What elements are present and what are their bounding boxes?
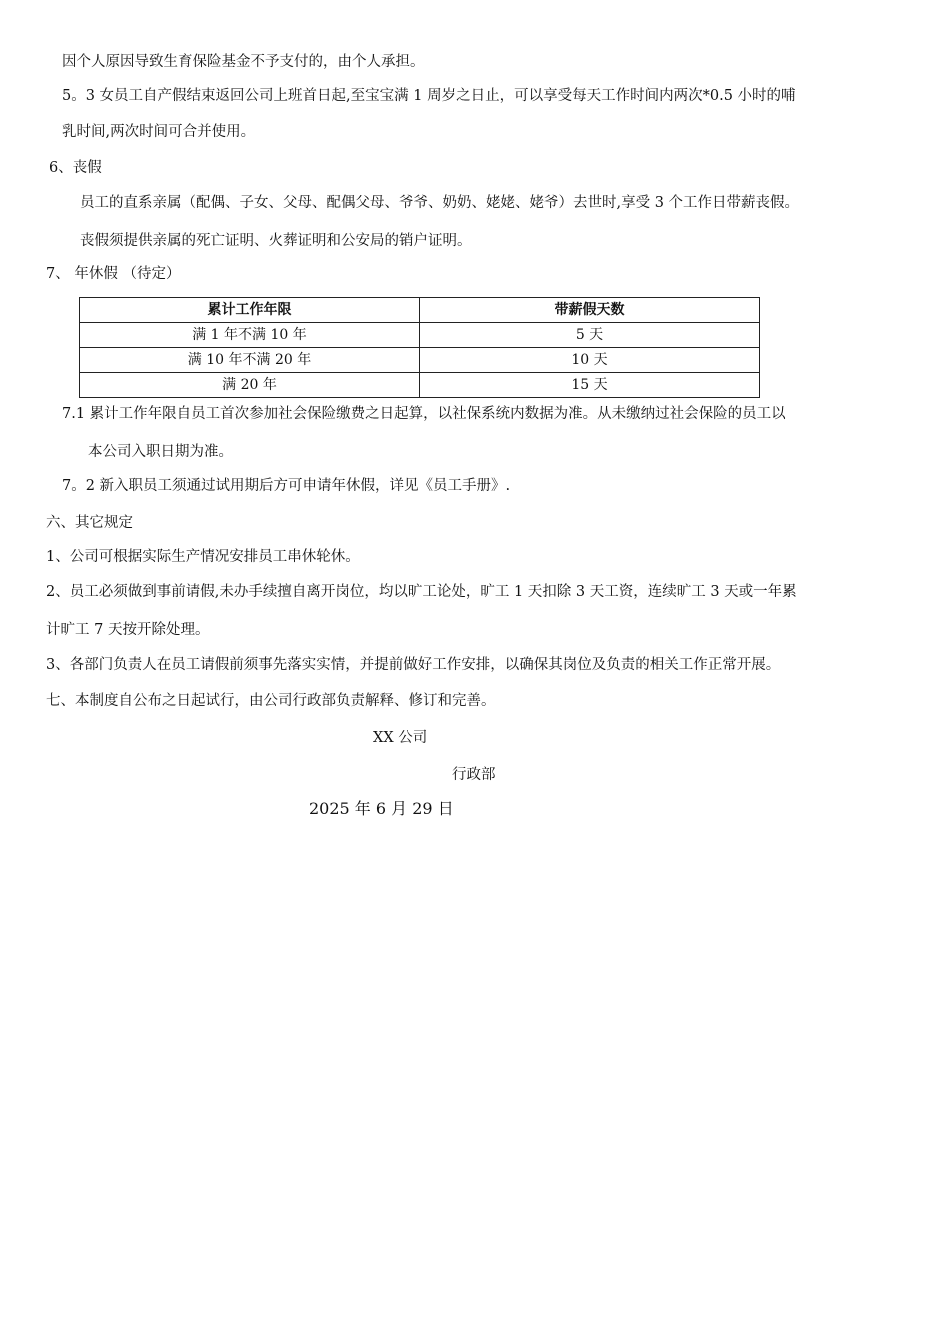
paragraph-breastfeeding-line2: 乳时间,两次时间可合并使用。 [62, 124, 256, 140]
rule-3: 3、各部门负责人在员工请假前须事先落实实情，并提前做好工作安排，以确保其岗位及负责的相关工作正常开展。 [46, 657, 781, 673]
table-cell-days: 15 天 [420, 373, 760, 398]
paragraph-7-1-line1: 7.1 累计工作年限自员工首次参加社会保险缴费之日起算，以社保系统内数据为准。从未缴纳过社会保险的员工以 [62, 406, 786, 422]
table-cell-years: 满 10 年不满 20 年 [80, 348, 420, 373]
paragraph-breastfeeding-line1: 5。3 女员工自产假结束返回公司上班首日起,至宝宝满 1 周岁之日止，可以享受每天工作时间内两次*0.5 小时的哺 [62, 88, 796, 104]
heading-annual-leave: 7、 年休假 （待定） [46, 266, 181, 282]
table-cell-days: 5 天 [420, 323, 760, 348]
signature-department: 行政部 [452, 767, 496, 783]
paragraph-funeral-proof: 丧假须提供亲属的死亡证明、火葬证明和公安局的销户证明。 [80, 233, 472, 249]
table-row [80, 373, 760, 398]
annual-leave-table [79, 297, 760, 398]
rule-1: 1、公司可根据实际生产情况安排员工串休轮休。 [46, 549, 360, 565]
heading-funeral-leave: 6、丧假 [49, 160, 102, 176]
rule-2-line1: 2、员工必须做到事前请假,未办手续擅自离开岗位，均以旷工论处，旷工 1 天扣除 3 天工资，连续旷工 3 天或一年累 [46, 584, 797, 600]
paragraph-7-1-line2: 本公司入职日期为准。 [88, 444, 233, 460]
rule-2-line2: 计旷工 7 天按开除处理。 [46, 622, 210, 638]
signature-date: 2025 年 6 月 29 日 [309, 799, 454, 818]
heading-other-rules: 六、其它规定 [46, 515, 133, 531]
table-cell-years: 满 20 年 [80, 373, 420, 398]
table-header-row [80, 298, 760, 323]
table-cell-years: 满 1 年不满 10 年 [80, 323, 420, 348]
table-row [80, 323, 760, 348]
paragraph-7-2: 7。2 新入职员工须通过试用期后方可申请年休假，详见《员工手册》. [62, 478, 511, 494]
paragraph-funeral-leave: 员工的直系亲属（配偶、子女、父母、配偶父母、爷爷、奶奶、姥姥、姥爷）去世时,享受 3 个工作日带薪丧假。 [80, 195, 800, 211]
paragraph-maternity-insurance: 因个人原因导致生育保险基金不予支付的，由个人承担。 [62, 54, 425, 70]
table-row [80, 348, 760, 373]
table-header-years: 累计工作年限 [80, 298, 420, 323]
table-header-days: 带薪假天数 [420, 298, 760, 323]
signature-company: XX 公司 [373, 730, 428, 746]
table-cell-days: 10 天 [420, 348, 760, 373]
heading-effective-date-clause: 七、本制度自公布之日起试行，由公司行政部负责解释、修订和完善。 [46, 693, 496, 709]
